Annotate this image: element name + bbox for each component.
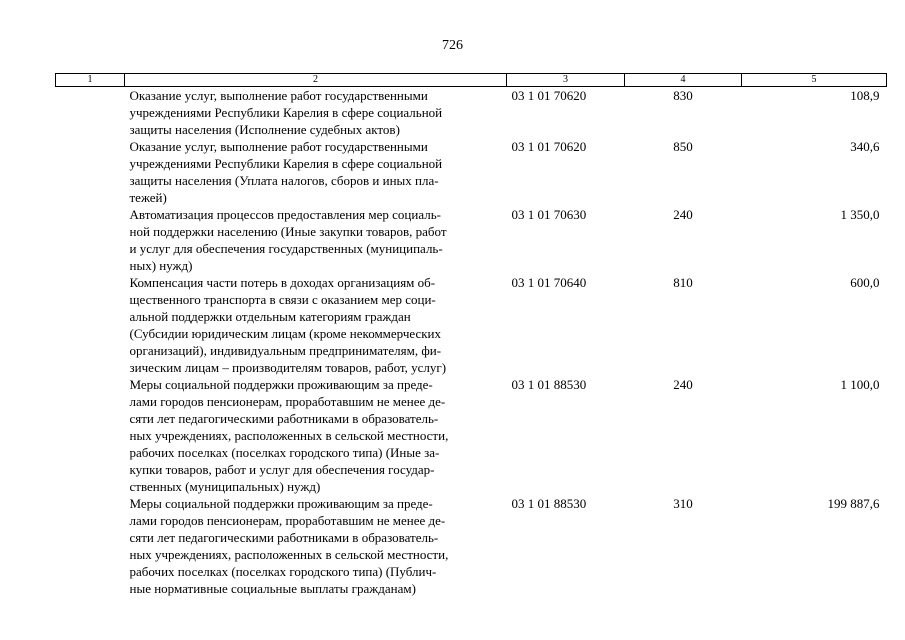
description-line: ных учреждениях, расположенных в сельской местности, xyxy=(129,428,449,443)
description-line: ных учреждениях, расположенных в сельской местности, xyxy=(129,547,449,562)
row-amount: 1 100,0 xyxy=(840,377,880,392)
description-line: лами городов пенсионерам, проработавшим не менее де- xyxy=(129,513,446,528)
description-line: рабочих поселках (поселках городского типа) (Публич- xyxy=(129,564,437,579)
row-spacer-cell xyxy=(56,87,125,139)
row-expense-type: 240 xyxy=(673,207,693,222)
description-line: учреждениями Республики Карелия в сфере социальной xyxy=(129,156,443,171)
description-line: щественного транспорта в связи с оказанием мер соци- xyxy=(129,292,436,307)
description-line: Автоматизация процессов предоставления мер социаль- xyxy=(129,207,441,222)
description-line: ной поддержки населению (Иные закупки товаров, работ xyxy=(129,224,447,239)
row-description xyxy=(125,87,507,139)
description-line: зическим лицам – производителям товаров, работ, услуг) xyxy=(129,360,447,375)
description-line: ные нормативные социальные выплаты гражданам) xyxy=(129,581,416,596)
row-spacer-cell xyxy=(56,376,125,495)
row-code: 03 1 01 70630 xyxy=(511,207,587,222)
table-row xyxy=(56,87,887,139)
description-line: организаций), индивидуальным предпринимателям, фи- xyxy=(129,343,442,358)
table-row xyxy=(56,138,887,206)
row-spacer-cell xyxy=(56,138,125,206)
row-code: 03 1 01 70620 xyxy=(511,88,587,103)
description-line: ственных (муниципальных) нужд) xyxy=(129,479,321,494)
description-line: сяти лет педагогическими работниками в образователь- xyxy=(129,411,439,426)
row-amount: 600,0 xyxy=(850,275,880,290)
table-row xyxy=(56,376,887,495)
description-line: (Субсидии юридическим лицам (кроме некоммерческих xyxy=(129,326,442,341)
description-line: и услуг для обеспечения государственных (муниципаль- xyxy=(129,241,443,256)
row-code: 03 1 01 88530 xyxy=(511,496,587,511)
column-header-3: 3 xyxy=(507,74,625,87)
description-line: Компенсация части потерь в доходах организациям об- xyxy=(129,275,436,290)
row-description xyxy=(125,138,507,206)
table-row xyxy=(56,274,887,376)
description-line: ных) нужд) xyxy=(129,258,193,273)
row-amount: 108,9 xyxy=(850,88,880,103)
description-line: альной поддержки отдельным категориям граждан xyxy=(129,309,411,324)
description-line: Оказание услуг, выполнение работ государственными xyxy=(129,88,428,103)
description-line: сяти лет педагогическими работниками в образователь- xyxy=(129,530,439,545)
description-line: тежей) xyxy=(129,190,167,205)
row-expense-type: 810 xyxy=(673,275,693,290)
description-line: защиты населения (Исполнение судебных актов) xyxy=(129,122,400,137)
table-body xyxy=(56,87,887,598)
row-code: 03 1 01 88530 xyxy=(511,377,587,392)
table-row xyxy=(56,206,887,274)
row-expense-type: 850 xyxy=(673,139,693,154)
description-line: рабочих поселках (поселках городского типа) (Иные за- xyxy=(129,445,440,460)
header-row xyxy=(56,74,887,87)
row-code: 03 1 01 70620 xyxy=(511,139,587,154)
row-code: 03 1 01 70640 xyxy=(511,275,587,290)
description-line: учреждениями Республики Карелия в сфере социальной xyxy=(129,105,443,120)
description-line: Меры социальной поддержки проживающим за преде- xyxy=(129,496,433,511)
row-spacer-cell xyxy=(56,206,125,274)
row-spacer-cell xyxy=(56,495,125,597)
column-header-5: 5 xyxy=(742,74,887,87)
description-line: Оказание услуг, выполнение работ государственными xyxy=(129,139,428,154)
row-expense-type: 240 xyxy=(673,377,693,392)
row-spacer-cell xyxy=(56,274,125,376)
column-header-1: 1 xyxy=(56,74,125,87)
row-amount: 340,6 xyxy=(850,139,880,154)
description-line: Меры социальной поддержки проживающим за преде- xyxy=(129,377,433,392)
table-row xyxy=(56,495,887,597)
row-description xyxy=(125,274,507,376)
description-line: купки товаров, работ и услуг для обеспечения государ- xyxy=(129,462,435,477)
page-number: 726 xyxy=(442,38,463,53)
row-expense-type: 830 xyxy=(673,88,693,103)
row-description xyxy=(125,206,507,274)
row-description xyxy=(125,376,507,495)
row-amount: 1 350,0 xyxy=(840,207,880,222)
description-line: лами городов пенсионерам, проработавшим не менее де- xyxy=(129,394,446,409)
table-header xyxy=(56,74,887,87)
budget-table xyxy=(55,73,887,597)
column-header-2: 2 xyxy=(125,74,507,87)
row-amount: 199 887,6 xyxy=(827,496,880,511)
row-expense-type: 310 xyxy=(673,496,693,511)
row-description xyxy=(125,495,507,597)
description-line: защиты населения (Уплата налогов, сборов и иных пла- xyxy=(129,173,439,188)
column-header-4: 4 xyxy=(625,74,742,87)
